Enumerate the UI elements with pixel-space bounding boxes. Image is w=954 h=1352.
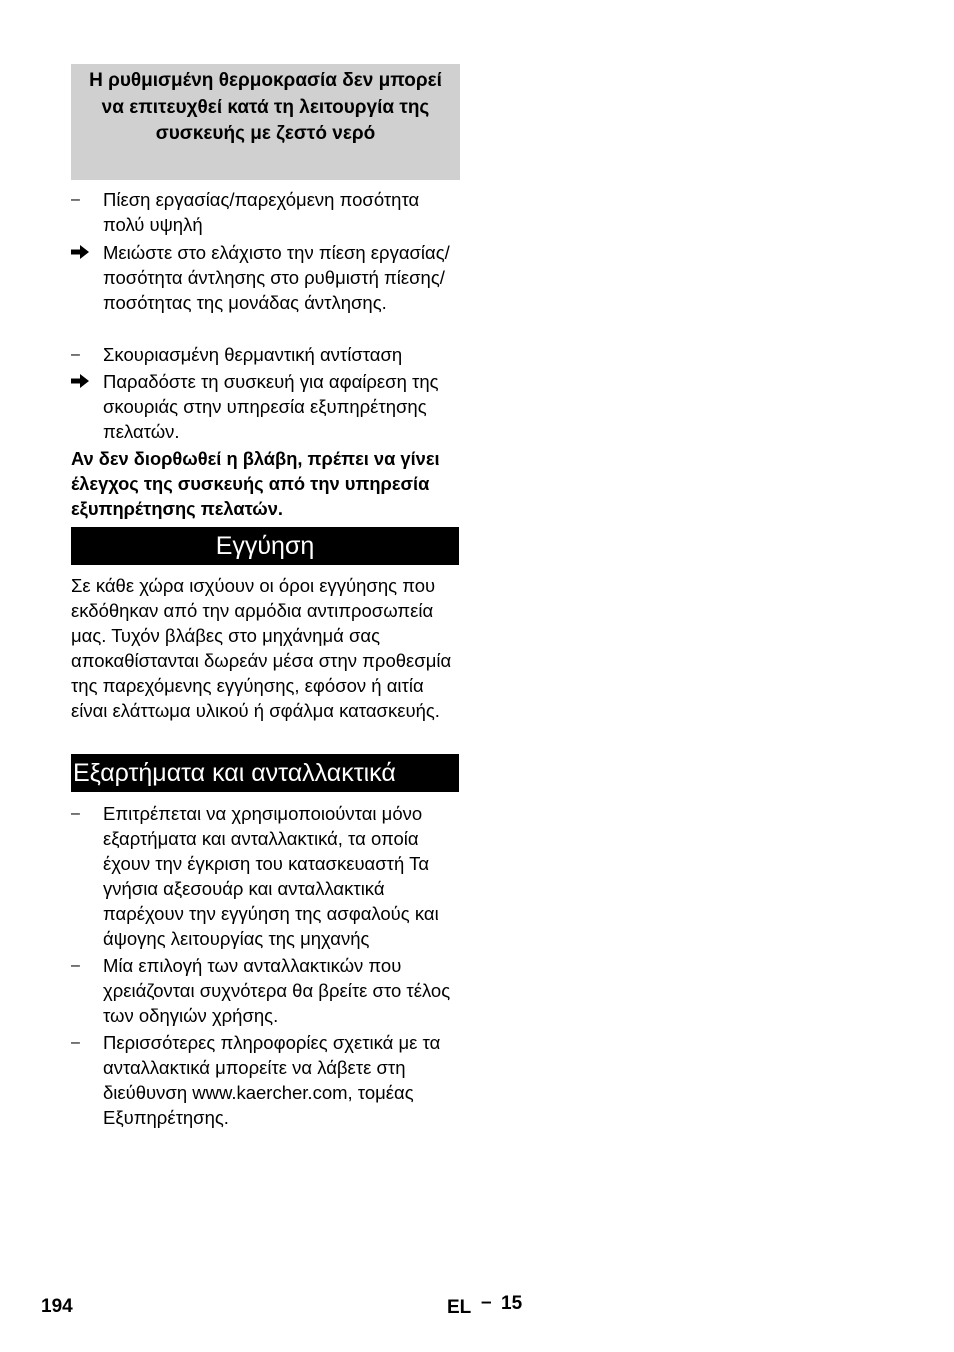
fault-remedy-item — [71, 369, 460, 444]
accessories-heading: Εξαρτήματα και ανταλλακτικά — [71, 754, 459, 792]
section-page-number: 15 — [501, 1293, 523, 1314]
footer-dash: – — [481, 1292, 492, 1313]
accessories-item-text: Περισσότερες πληροφορίες σχετικά με τα ανταλλακτικά μπορείτε να λάβετε στη διεύθυνση www.kaercher.com, τομέας Εξυπηρέτησης. — [103, 1032, 441, 1128]
warranty-text: Σε κάθε χώρα ισχύουν οι όροι εγγύησης που εκδόθηκαν από την αρμόδια αντιπροσωπεία μας. Τυχόν βλάβες στο μηχάνημά σας αποκαθίστανται δωρεάν μέσα στην προθεσμία της παρεχόμενης εγγύησης, εφόσον ή αιτία είναι ελάττωμα υλικού ή σφάλμα κατασκευής. — [71, 575, 452, 721]
dash-marker: – — [71, 1034, 80, 1051]
dash-marker: – — [71, 957, 80, 974]
warranty-heading: Εγγύηση — [71, 527, 459, 565]
dash-marker: – — [71, 805, 80, 822]
fault-cause-text: Σκουριασμένη θερμαντική αντίσταση — [103, 344, 403, 365]
fault-cause-text: Πίεση εργασίας/παρεχόμενη ποσότητα πολύ υψηλή — [103, 189, 420, 235]
accessories-list-item — [71, 1030, 460, 1130]
language-code: EL — [447, 1297, 472, 1318]
dash-marker: – — [71, 346, 80, 363]
fault-title-box — [71, 64, 460, 180]
right-arrow-icon — [71, 240, 95, 259]
dash-marker: – — [71, 191, 80, 208]
fault-cause-item — [71, 342, 460, 367]
accessories-item-text: Επιτρέπεται να χρησιμοποιούνται μόνο εξαρτήματα και ανταλλακτικά, τα οποία έχουν την έγκριση του κατασκευαστή Τα γνήσια αξεσουάρ και ανταλλακτικά παρέχουν την εγγύηση της ασφαλούς και άψογης λειτουργίας της μηχανής — [103, 803, 439, 949]
page-number: 194 — [41, 1296, 73, 1317]
fault-cause-item — [71, 187, 460, 237]
accessories-list-item — [71, 953, 460, 1028]
fault-remedy-text: Παραδόστε τη συσκευή για αφαίρεση της σκουριάς στην υπηρεσία εξυπηρέτησης πελατών. — [103, 371, 439, 442]
right-arrow-icon — [71, 369, 95, 388]
accessories-item-text: Μία επιλογή των ανταλλακτικών που χρειάζονται συχνότερα θα βρείτε στο τέλος των οδηγιών χρήσης. — [103, 955, 451, 1026]
fault-remedy-item — [71, 240, 460, 315]
fault-title: Η ρυθμισμένη θερμοκρασία δεν μπορεί να επιτευχθεί κατά τη λειτουργία της συσκευής με ζεστό νερό — [89, 70, 442, 144]
accessories-list-item — [71, 801, 460, 951]
service-note: Αν δεν διορθωθεί η βλάβη, πρέπει να γίνει έλεγχος της συσκευής από την υπηρεσία εξυπηρέτησης πελατών. — [71, 448, 440, 519]
fault-remedy-text: Μειώστε στο ελάχιστο την πίεση εργασίας/ποσότητα άντλησης στο ρυθμιστή πίεσης/ποσότητας της μονάδας άντλησης. — [103, 242, 450, 313]
